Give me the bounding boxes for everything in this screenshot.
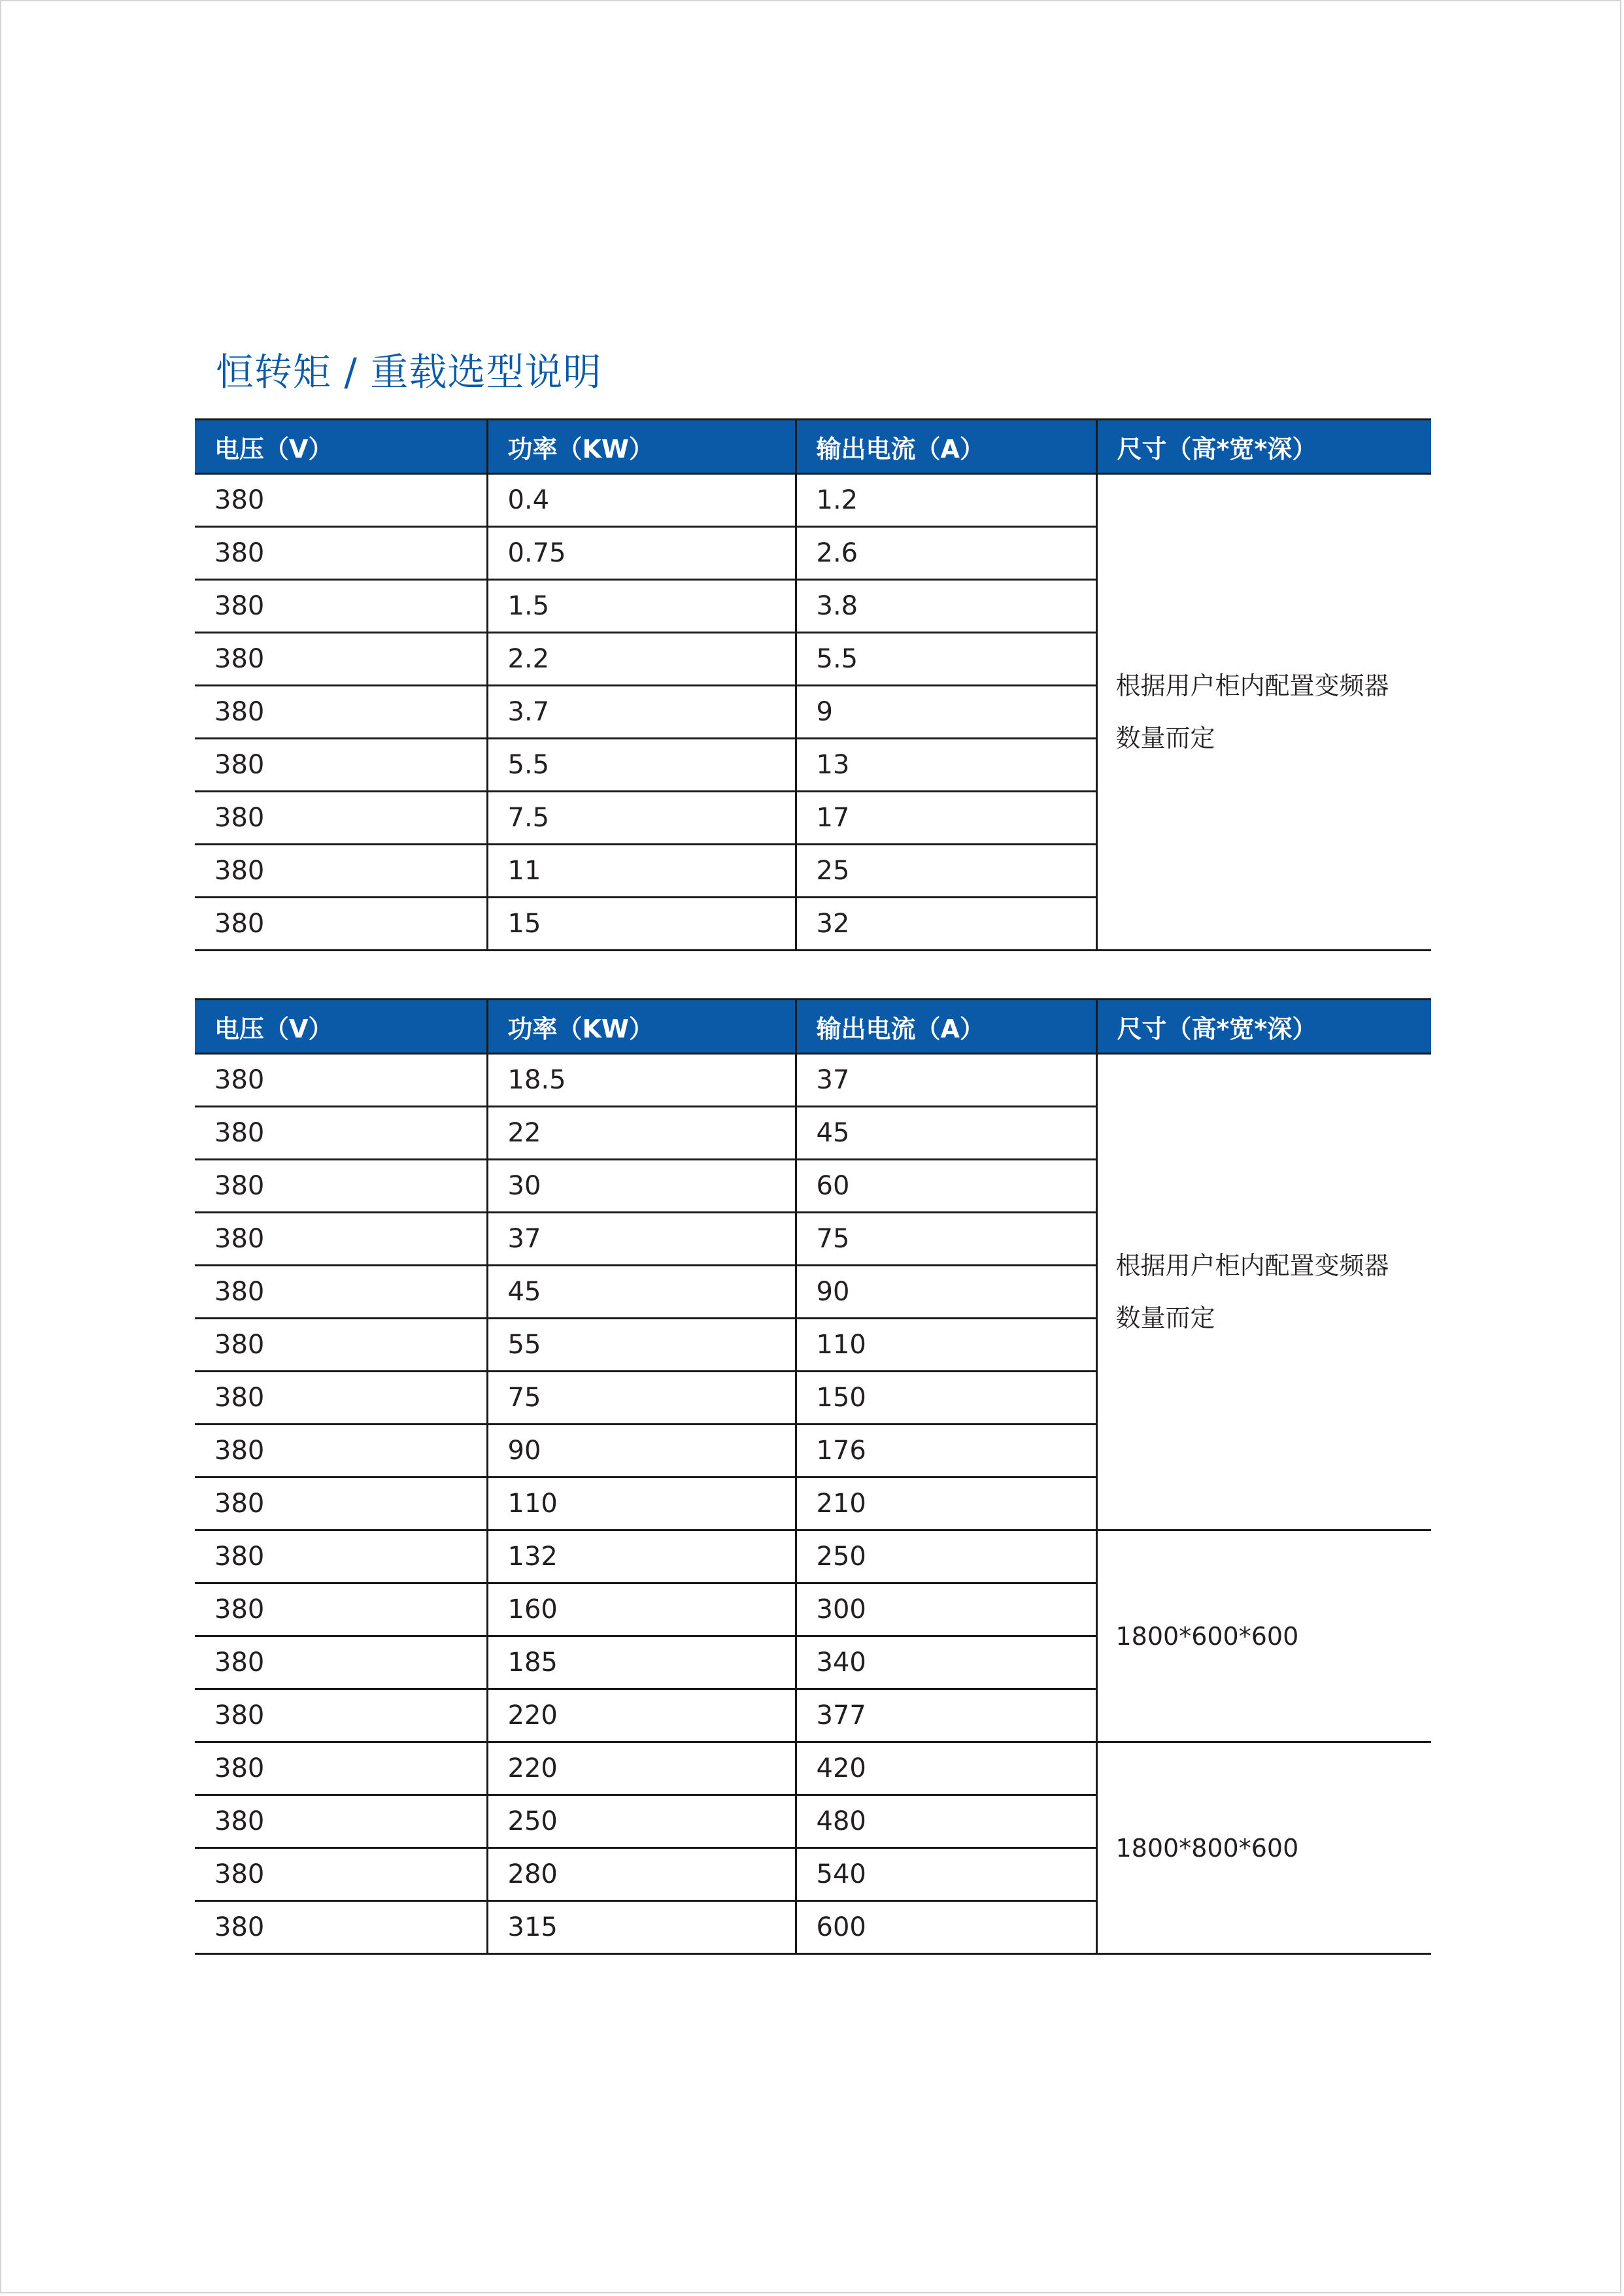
cell-power: 160 [487, 1583, 796, 1636]
cell-current: 340 [796, 1636, 1096, 1689]
size-text: 1800*800*600 [1115, 1833, 1299, 1863]
cell-voltage: 380 [195, 686, 487, 739]
cell-current: 150 [796, 1372, 1096, 1425]
cell-power: 0.75 [487, 527, 796, 580]
cell-voltage: 380 [195, 1319, 487, 1372]
cell-current: 32 [796, 898, 1096, 951]
cell-current: 1.2 [796, 474, 1096, 527]
cell-current: 540 [796, 1848, 1096, 1901]
header-voltage: 电压（V） [195, 420, 487, 474]
cell-current: 17 [796, 792, 1096, 845]
size-cell [1096, 474, 1431, 951]
table-row [195, 474, 1431, 527]
cell-voltage: 380 [195, 1054, 487, 1107]
cell-voltage: 380 [195, 1213, 487, 1266]
size-cell [1096, 1530, 1431, 1742]
cell-current: 210 [796, 1477, 1096, 1530]
cell-current: 9 [796, 686, 1096, 739]
cell-voltage: 380 [195, 1372, 487, 1425]
cell-power: 11 [487, 845, 796, 898]
cell-voltage: 380 [195, 1848, 487, 1901]
cell-voltage: 380 [195, 1795, 487, 1848]
table-header-row [195, 1000, 1431, 1054]
header-power: 功率（KW） [487, 420, 796, 474]
cell-power: 3.7 [487, 686, 796, 739]
header-current: 输出电流（A） [796, 420, 1096, 474]
cell-voltage: 380 [195, 792, 487, 845]
cell-voltage: 380 [195, 739, 487, 792]
header-power: 功率（KW） [487, 1000, 796, 1054]
size-text-line2: 数量而定 [1115, 724, 1215, 752]
header-current: 输出电流（A） [796, 1000, 1096, 1054]
cell-power: 15 [487, 898, 796, 951]
cell-voltage: 380 [195, 1477, 487, 1530]
cell-power: 315 [487, 1901, 796, 1954]
cell-current: 5.5 [796, 633, 1096, 686]
table-row [195, 1742, 1431, 1795]
cell-power: 5.5 [487, 739, 796, 792]
size-cell [1096, 1742, 1431, 1954]
cell-voltage: 380 [195, 1583, 487, 1636]
cell-power: 132 [487, 1530, 796, 1583]
cell-current: 3.8 [796, 580, 1096, 633]
cell-current: 176 [796, 1425, 1096, 1477]
cell-voltage: 380 [195, 580, 487, 633]
table-header-row [195, 420, 1431, 474]
cell-power: 37 [487, 1213, 796, 1266]
cell-power: 280 [487, 1848, 796, 1901]
cell-voltage: 380 [195, 1636, 487, 1689]
cell-voltage: 380 [195, 527, 487, 580]
cell-power: 45 [487, 1266, 796, 1319]
cell-power: 22 [487, 1107, 796, 1160]
cell-power: 90 [487, 1425, 796, 1477]
cell-power: 0.4 [487, 474, 796, 527]
cell-power: 110 [487, 1477, 796, 1530]
cell-current: 75 [796, 1213, 1096, 1266]
header-size: 尺寸（高*宽*深） [1096, 420, 1431, 474]
cell-voltage: 380 [195, 1530, 487, 1583]
header-voltage: 电压（V） [195, 1000, 487, 1054]
cell-power: 2.2 [487, 633, 796, 686]
cell-voltage: 380 [195, 1160, 487, 1213]
cell-power: 18.5 [487, 1054, 796, 1107]
cell-current: 25 [796, 845, 1096, 898]
cell-current: 110 [796, 1319, 1096, 1372]
cell-voltage: 380 [195, 1742, 487, 1795]
cell-current: 377 [796, 1689, 1096, 1742]
cell-power: 250 [487, 1795, 796, 1848]
cell-current: 90 [796, 1266, 1096, 1319]
size-text-line2: 数量而定 [1115, 1304, 1215, 1332]
cell-voltage: 380 [195, 1425, 487, 1477]
cell-voltage: 380 [195, 845, 487, 898]
cell-voltage: 380 [195, 1107, 487, 1160]
cell-current: 480 [796, 1795, 1096, 1848]
cell-power: 75 [487, 1372, 796, 1425]
table-row [195, 1530, 1431, 1583]
cell-voltage: 380 [195, 898, 487, 951]
size-text: 根据用户柜内配置变频器 [1115, 1251, 1389, 1280]
size-cell [1096, 1054, 1431, 1530]
cell-voltage: 380 [195, 1689, 487, 1742]
cell-current: 2.6 [796, 527, 1096, 580]
table-row [195, 1054, 1431, 1107]
cell-voltage: 380 [195, 633, 487, 686]
size-text: 1800*600*600 [1115, 1621, 1299, 1651]
cell-power: 7.5 [487, 792, 796, 845]
cell-voltage: 380 [195, 474, 487, 527]
spec-table-1 [195, 418, 1431, 951]
spec-table-2 [195, 998, 1431, 1955]
cell-current: 37 [796, 1054, 1096, 1107]
cell-current: 13 [796, 739, 1096, 792]
page-title: 恒转矩 / 重载选型说明 [216, 350, 602, 394]
cell-power: 220 [487, 1742, 796, 1795]
cell-current: 45 [796, 1107, 1096, 1160]
cell-current: 300 [796, 1583, 1096, 1636]
cell-power: 30 [487, 1160, 796, 1213]
header-size: 尺寸（高*宽*深） [1096, 1000, 1431, 1054]
cell-current: 600 [796, 1901, 1096, 1954]
cell-voltage: 380 [195, 1901, 487, 1954]
cell-current: 250 [796, 1530, 1096, 1583]
size-text: 根据用户柜内配置变频器 [1115, 671, 1389, 700]
cell-power: 55 [487, 1319, 796, 1372]
cell-power: 220 [487, 1689, 796, 1742]
cell-power: 185 [487, 1636, 796, 1689]
cell-power: 1.5 [487, 580, 796, 633]
cell-current: 60 [796, 1160, 1096, 1213]
cell-voltage: 380 [195, 1266, 487, 1319]
cell-current: 420 [796, 1742, 1096, 1795]
